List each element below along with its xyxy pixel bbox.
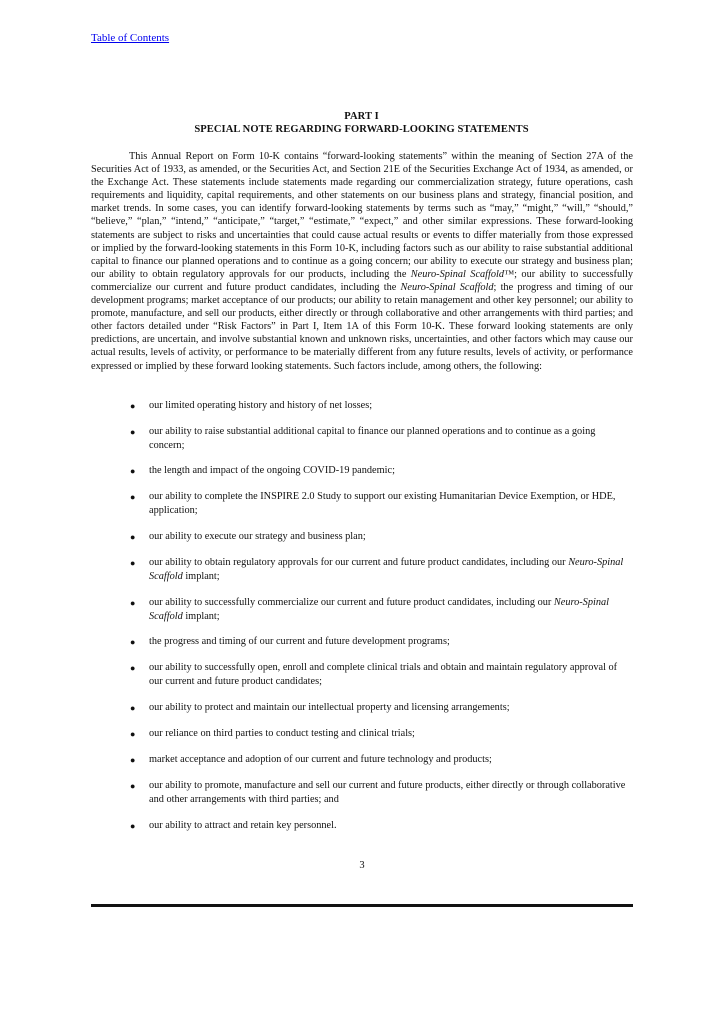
bullet-icon: ● [130,532,136,542]
bullet-icon: ● [130,558,136,568]
bullet-icon: ● [130,755,136,765]
bullet-icon: ● [130,466,136,476]
part-heading: PART I [344,111,379,122]
section-title: SPECIAL NOTE REGARDING FORWARD-LOOKING STATEMENTS [194,124,529,135]
page-divider [91,904,633,907]
bullet-icon: ● [130,663,136,673]
bullet-icon: ● [130,821,136,831]
bullet-icon: ● [130,637,136,647]
bullet-icon: ● [130,703,136,713]
bullet-icon: ● [130,492,136,502]
bullet-icon: ● [130,729,136,739]
table-of-contents-link[interactable]: Table of Contents [91,32,170,44]
page-number: 3 [359,860,365,871]
bullet-icon: ● [130,598,136,608]
bullet-icon: ● [130,401,136,411]
intro-paragraph: This Annual Report on Form 10-K contains “forward-looking statements” within the meaning of Section 27A of the Securities Act of 1933, as amended, or the Securities Act, and Section 21E of the Securities Exchange Act of 1934, as amended, or the Exchange Act. These statements include statements made regarding our commercialization strategy, future operations, cash requirements and liquidity, capital requirements, and other statements on our business plans and strategy, financial position, and market trends. In some cases, you can identify forward-looking statements by terms such as “may,” “might,” “will,” “should,” “believe,” “plan,” “intend,” “anticipate,” “target,” “estimate,” “expect,” and other similar expressions. These forward-looking statements are subject to risks and uncertainties that could cause actual results or events to differ materially from those expressed or implied by the forward-looking statements in this Form 10-K, including factors such as our ability to raise substantial additional capital to finance our planned operations and to continue as a going concern; our ability to execute our strategy and business plan; our ability to obtain regulatory approvals for our products, including the Neuro-Spinal Scaffold™; our ability to successfully commercialize our current and future product candidates, including the Neuro-Spinal Scaffold; the progress and timing of our development programs; market acceptance of our products; our ability to retain management and other key personnel; our ability to promote, manufacture, and sell our products, either directly or through collaborative and other arrangements with third parties; and other factors detailed under “Risk Factors” in Part I, Item 1A of this Form 10-K. These forward looking statements are only predictions, are uncertain, and involve substantial known and unknown risks, uncertainties, and other factors which may cause our actual results, levels of activity, or performance to be materially different from any future results, levels of activity, or performance expressed or implied by these forward looking statements. Such factors include, among others, the following: [91,151,633,372]
bullet-icon: ● [130,781,136,791]
bullet-icon: ● [130,427,136,437]
